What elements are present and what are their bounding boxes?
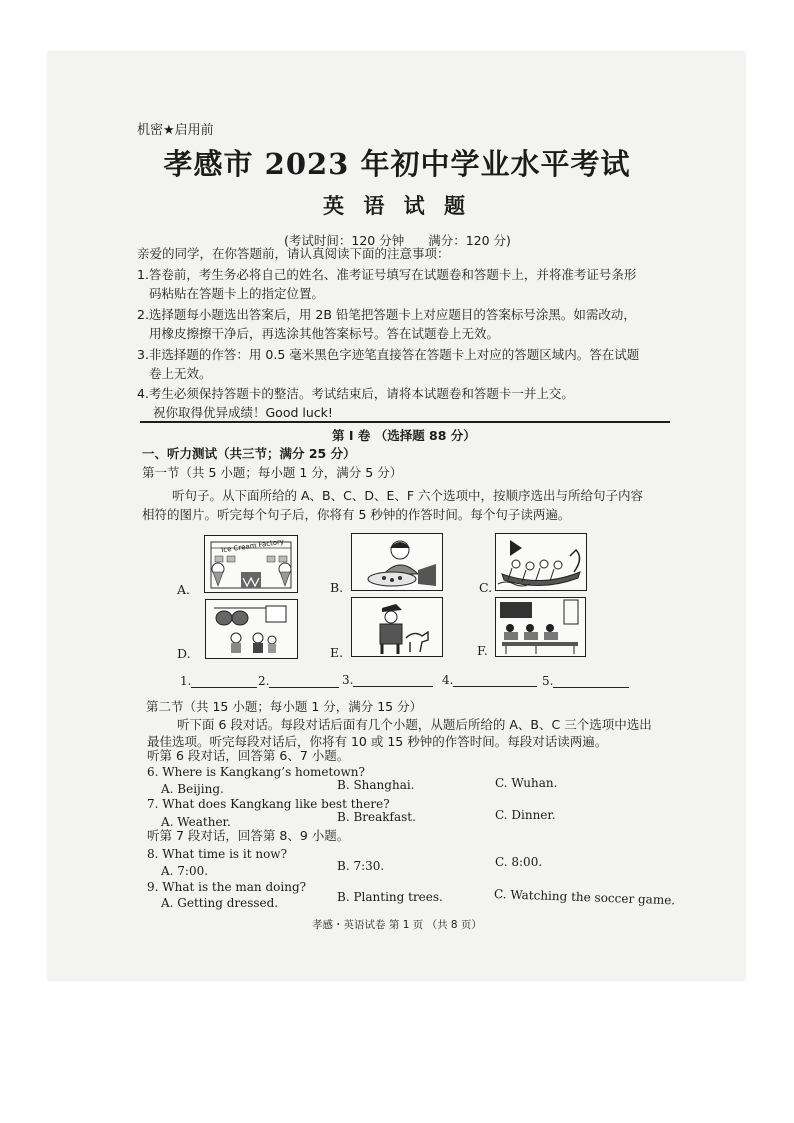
dialog-6-instruction: 听第 6 段对话，回答第 6、7 小题。 [147, 748, 350, 763]
classroom-illustration [496, 598, 585, 656]
notice-greeting: 亲爱的同学，在你答题前，请认真阅读下面的注意事项： [137, 246, 450, 261]
factory-sign: Ice Cream Factory [220, 537, 285, 555]
question-6-option-b[interactable]: B. Shanghai. [337, 778, 415, 792]
answer-blank-3[interactable] [342, 673, 433, 687]
police-dog-illustration [352, 598, 442, 656]
question-7-option-b[interactable]: B. Breakfast. [337, 810, 416, 824]
full-score: 满分：120 分) [428, 233, 511, 248]
divider-line [140, 421, 670, 423]
picture-label-e: E. [330, 645, 344, 660]
question-9: 9. What is the man doing? [147, 880, 307, 894]
notice-item: 卷上无效。 [149, 366, 212, 381]
section2-title: 第二节（共 15 小题；每小题 1 分，满分 15 分） [146, 699, 423, 714]
answer-blank-5[interactable] [542, 674, 629, 688]
question-6-option-c[interactable]: C. Wuhan. [495, 776, 558, 790]
listening-section-title: 一、听力测试（共三节；满分 25 分） [142, 446, 356, 461]
section2-instruction: 听下面 6 段对话。每段对话后面有几个小题，从题后所给的 A、B、C 三个选项中选出 [177, 717, 652, 732]
blank-number: 4. [442, 673, 454, 687]
answer-blank-4[interactable] [442, 673, 537, 687]
picture-label-b: B. [330, 580, 344, 595]
answer-blank-2[interactable] [258, 674, 339, 688]
good-luck-wish: 祝你取得优异成绩！Good luck! [153, 405, 333, 420]
question-6: 6. Where is Kangkang’s hometown? [147, 765, 365, 779]
picture-label-c: C. [479, 580, 493, 595]
picture-label-a: A. [177, 582, 191, 597]
picture-dragon-boat [495, 533, 587, 591]
part1-heading: 第 I 卷 （选择题 88 分） [332, 428, 476, 443]
blank-number: 3. [342, 673, 354, 687]
question-7: 7. What does Kangkang like best there? [147, 797, 390, 811]
section1-instruction: 相符的图片。听完每个句子后，你将有 5 秒钟的作答时间。每个句子读两遍。 [142, 507, 571, 522]
question-6-option-a[interactable]: A. Beijing. [161, 782, 224, 796]
notice-item: 码粘贴在答题卡上的指定位置。 [149, 286, 325, 301]
picture-police-dog [351, 597, 443, 657]
question-8: 8. What time is it now? [147, 847, 288, 861]
question-8-option-b[interactable]: B. 7:30. [337, 859, 385, 873]
notice-item: 用橡皮擦擦干净后，再选涂其他答案标号。答在试题卷上无效。 [149, 326, 500, 341]
question-8-option-c[interactable]: C. 8:00. [495, 855, 543, 869]
question-7-option-c[interactable]: C. Dinner. [495, 808, 556, 822]
question-9-option-b[interactable]: B. Planting trees. [337, 890, 443, 904]
blank-number: 1. [180, 674, 192, 688]
confidential-label: 机密★启用前 [137, 123, 214, 138]
picture-label-f: F. [477, 643, 488, 658]
section1-instruction: 听句子。从下面所给的 A、B、C、D、E、F 六个选项中，按顺序选出与所给句子内容 [172, 488, 644, 503]
picture-woman-cooking [351, 533, 443, 591]
picture-classroom [495, 597, 586, 657]
blank-number: 2. [258, 674, 270, 688]
picture-lanterns-kids [205, 599, 298, 659]
question-7-option-a[interactable]: A. Weather. [161, 815, 231, 829]
notice-item: 4.考生必须保持答题卡的整洁。考试结束后，请将本试题卷和答题卡一并上交。 [137, 386, 574, 401]
picture-ice-cream-factory [204, 535, 298, 593]
exam-title: 孝感市 2023 年初中学业水平考试 [163, 147, 631, 181]
question-9-option-c[interactable]: C. Watching the soccer game. [493, 887, 676, 908]
page-footer: 孝感・英语试卷 第 1 页 （共 8 页） [312, 919, 482, 931]
exam-subtitle: 英 语 试 题 [323, 194, 471, 218]
answer-blank-1[interactable] [180, 674, 257, 688]
notice-item: 3.非选择题的作答：用 0.5 毫米黑色字迹笔直接答在答题卡上对应的答题区域内。答在试题 [137, 347, 640, 362]
section2-instruction: 最佳选项。听完每段对话后，你将有 10 或 15 秒钟的作答时间。每段对话读两遍。 [147, 734, 608, 749]
blank-number: 5. [542, 674, 554, 688]
dragon-boat-illustration [496, 534, 586, 590]
lanterns-illustration [206, 600, 297, 658]
woman-cooking-illustration [352, 534, 442, 590]
exam-time: (考试时间：120 分钟 [284, 233, 405, 248]
notice-item: 2.选择题每小题选出答案后，用 2B 铅笔把答题卡上对应题目的答案标号涂黑。如需改动， [137, 307, 636, 322]
section1-title: 第一节（共 5 小题；每小题 1 分，满分 5 分） [142, 465, 403, 480]
notice-item: 1.答卷前，考生务必将自己的姓名、准考证号填写在试题卷和答题卡上，并将准考证号条形 [137, 267, 637, 282]
question-9-option-a[interactable]: A. Getting dressed. [161, 896, 279, 910]
picture-label-d: D. [177, 646, 191, 661]
question-8-option-a[interactable]: A. 7:00. [161, 864, 209, 878]
dialog-7-instruction: 听第 7 段对话，回答第 8、9 小题。 [147, 828, 350, 843]
